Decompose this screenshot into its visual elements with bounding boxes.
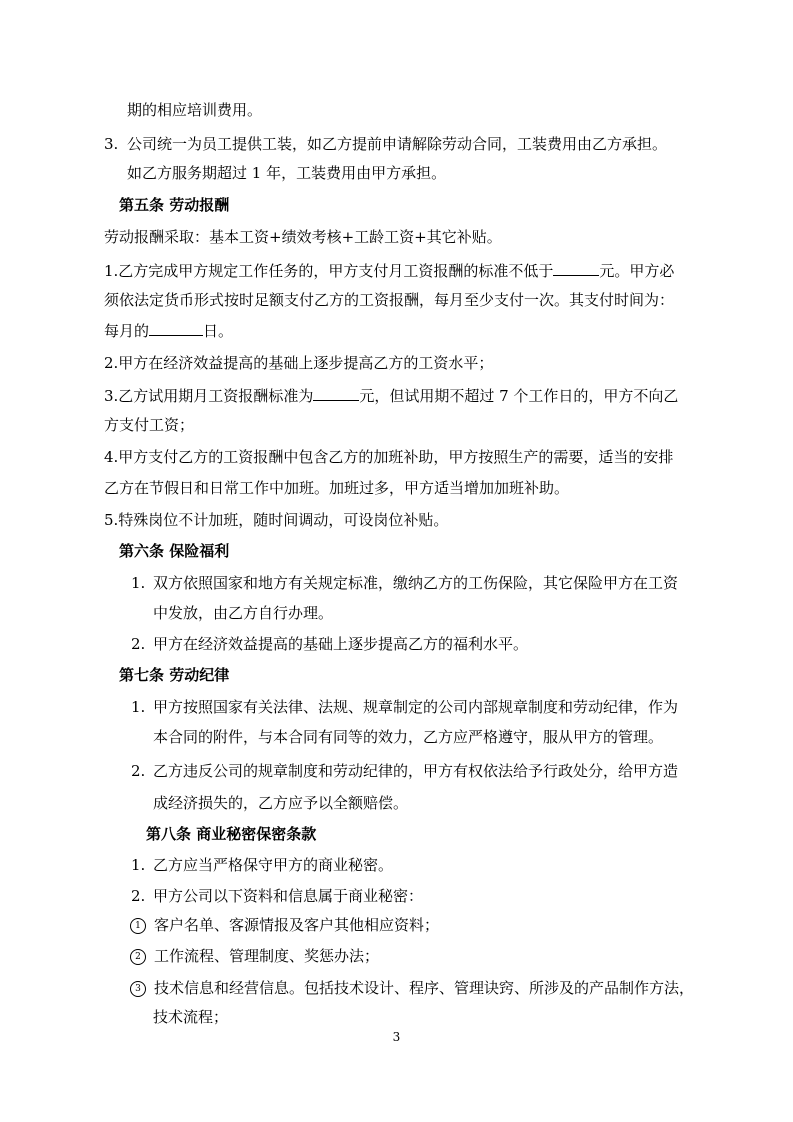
art6-item1-cont: 中发放，由乙方自行办理。	[153, 604, 334, 622]
art4-continuation: 期的相应培训费用。	[127, 101, 263, 119]
art5-item4: 4.甲方支付乙方的工资报酬中包含乙方的加班补助，甲方按照生产的需要，适当的安排	[104, 448, 674, 466]
art4-item3-number: 3.	[104, 135, 119, 153]
art7-item2: 乙方违反公司的规章制度和劳动纪律的，甲方有权依法给予行政处分，给甲方造	[153, 762, 679, 780]
art5-item5: 5.特殊岗位不计加班，随时间调动，可设岗位补贴。	[104, 511, 449, 529]
art6-item1: 双方依照国家和地方有关规定标准，缴纳乙方的工伤保险，其它保险甲方在工资	[153, 574, 679, 592]
art5-item3	[104, 385, 678, 406]
payday-blank	[149, 320, 203, 336]
art8-subitem3	[130, 978, 694, 998]
art5-item1-cont: 须依法定货币形式按时足额支付乙方的工资报酬，每月至少支付一次。其支付时间为：	[104, 291, 675, 309]
art5-intro: 劳动报酬采取：基本工资+绩效考核+工龄工资+其它补贴。	[104, 228, 502, 246]
circled-number-3-icon: 3	[130, 981, 146, 997]
art8-item2-number: 2.	[131, 887, 146, 905]
art7-item2-cont: 成经济损失的，乙方应予以全额赔偿。	[153, 794, 409, 812]
art4-item3-text: 公司统一为员工提供工装，如乙方提前申请解除劳动合同，工装费用由乙方承担。	[127, 135, 668, 153]
art6-item1-number: 1.	[131, 574, 146, 592]
art5-item1	[104, 260, 674, 281]
article8-heading: 第八条 商业秘密保密条款	[146, 825, 317, 843]
art5-item1-text-4: 日。	[203, 322, 234, 340]
art6-item2: 甲方在经济效益提高的基础上逐步提高乙方的福利水平。	[153, 635, 529, 653]
art7-item1: 甲方按照国家有关法律、法规、规章制定的公司内部规章制度和劳动纪律，作为	[153, 698, 679, 716]
circled-number-2-icon: 2	[130, 949, 146, 965]
article5-heading: 第五条 劳动报酬	[119, 196, 230, 214]
art7-item2-number: 2.	[131, 762, 146, 780]
art8-item2: 甲方公司以下资料和信息属于商业秘密：	[153, 887, 424, 905]
art8-item1-number: 1.	[131, 856, 146, 874]
art7-item1-number: 1.	[131, 698, 146, 716]
art5-item3-text-2: 元，但试用期不超过 7 个工作日的，甲方不向乙	[359, 387, 679, 405]
art5-item1-text: 1.乙方完成甲方规定工作任务的，甲方支付月工资报酬的标准不低于	[104, 262, 554, 280]
page-number: 3	[392, 1030, 401, 1044]
article6-heading: 第六条 保险福利	[119, 542, 230, 560]
art5-item3-text: 3.乙方试用期月工资报酬标准为	[104, 387, 314, 405]
art8-subitem1-text: 客户名单、客源情报及客户其他相应资料；	[154, 916, 440, 934]
salary-blank	[553, 260, 599, 276]
art8-subitem1	[130, 915, 439, 935]
probation-salary-blank	[313, 385, 359, 401]
art5-item1-cont2	[104, 320, 233, 341]
art8-subitem2-text: 工作流程、管理制度、奖惩办法；	[154, 947, 380, 965]
art5-item2: 2.甲方在经济效益提高的基础上逐步提高乙方的工资水平；	[104, 354, 494, 372]
art8-subitem2	[130, 946, 379, 966]
circled-number-1-icon: 1	[130, 918, 146, 934]
article7-heading: 第七条 劳动纪律	[119, 666, 230, 684]
art5-item1-text-3: 每月的	[104, 322, 150, 340]
art5-item3-cont: 方支付工资；	[104, 416, 195, 434]
art4-item3-text-cont: 如乙方服务期超过 1 年，工装费用由甲方承担。	[127, 164, 447, 182]
art5-item1-text-2: 元。甲方必	[599, 262, 675, 280]
art8-subitem3-cont: 技术流程；	[153, 1008, 229, 1026]
art7-item1-cont: 本合同的附件，与本合同有同等的效力，乙方应严格遵守，服从甲方的管理。	[153, 728, 664, 746]
art6-item2-number: 2.	[131, 635, 146, 653]
art5-item4-cont: 乙方在节假日和日常工作中加班。加班过多，甲方适当增加加班补助。	[104, 479, 570, 497]
art8-item1: 乙方应当严格保守甲方的商业秘密。	[153, 856, 394, 874]
art8-subitem3-text: 技术信息和经营信息。包括技术设计、程序、管理诀窍、所涉及的产品制作方法，	[154, 979, 695, 997]
